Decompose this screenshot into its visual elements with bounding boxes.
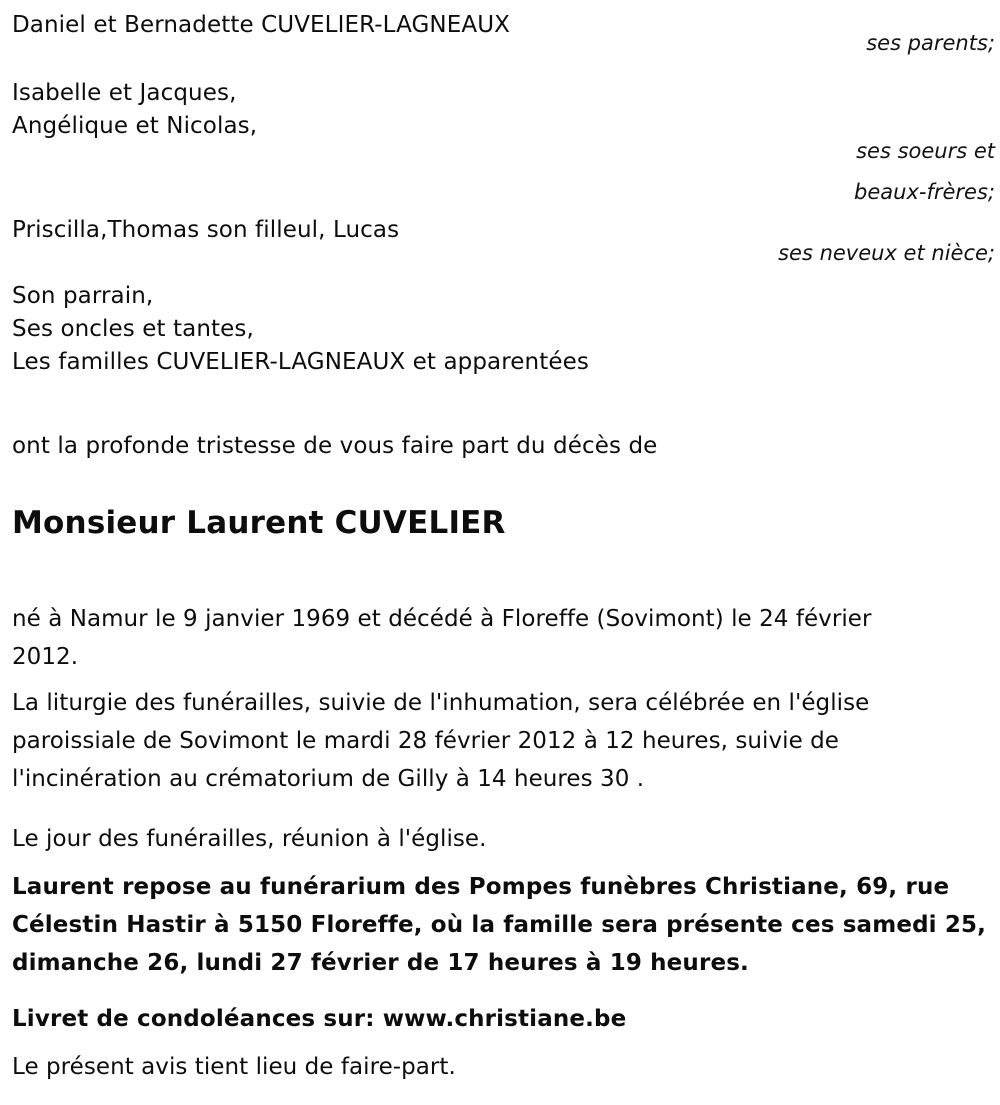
relation-label-sisters: ses soeurs et [856,139,995,163]
family-name-parents: Daniel et Bernadette CUVELIER-LAGNEAUX [12,12,510,38]
reunion-paragraph: Le jour des funérailles, réunion à l'église. [12,826,487,852]
funerarium-paragraph: Laurent repose au funérarium des Pompes funèbres Christiane, 69, rue Célestin Hastir à 5150 Floreffe, où la famille sera présente ces samedi 25, dimanche 26, lundi 27 février de 17 heures à 19 heures. [12,874,987,976]
relation-label-parents: ses parents; [866,31,995,55]
closing-line: Le présent avis tient lieu de faire-part. [12,1054,456,1080]
announcement-intro: ont la profonde tristesse de vous faire part du décès de [12,433,658,459]
family-name-sister-2: Angélique et Nicolas, [12,113,258,139]
family-name-nephews: Priscilla,Thomas son filleul, Lucas [12,217,400,243]
birth-death-paragraph: né à Namur le 9 janvier 1969 et décédé à Floreffe (Sovimont) le 24 février 2012. [12,606,872,670]
family-name-sister-1: Isabelle et Jacques, [12,80,237,106]
family-name-uncles-aunts: Ses oncles et tantes, [12,316,254,342]
ceremony-paragraph: La liturgie des funérailles, suivie de l'inhumation, sera célébrée en l'église paroissiale de Sovimont le mardi 28 février 2012 à 12 heures, suivie de l'incinération au crématorium de Gilly à 14 heures 30 . [12,690,870,792]
family-name-families: Les familles CUVELIER-LAGNEAUX et apparentées [12,349,589,375]
relation-label-brothers-in-law: beaux-frères; [854,180,995,204]
deceased-name-heading: Monsieur Laurent CUVELIER [12,505,506,541]
condolences-line: Livret de condoléances sur: www.christiane.be [12,1006,627,1032]
relation-label-nephews-niece: ses neveux et nièce; [778,241,995,265]
family-name-godfather: Son parrain, [12,283,154,309]
